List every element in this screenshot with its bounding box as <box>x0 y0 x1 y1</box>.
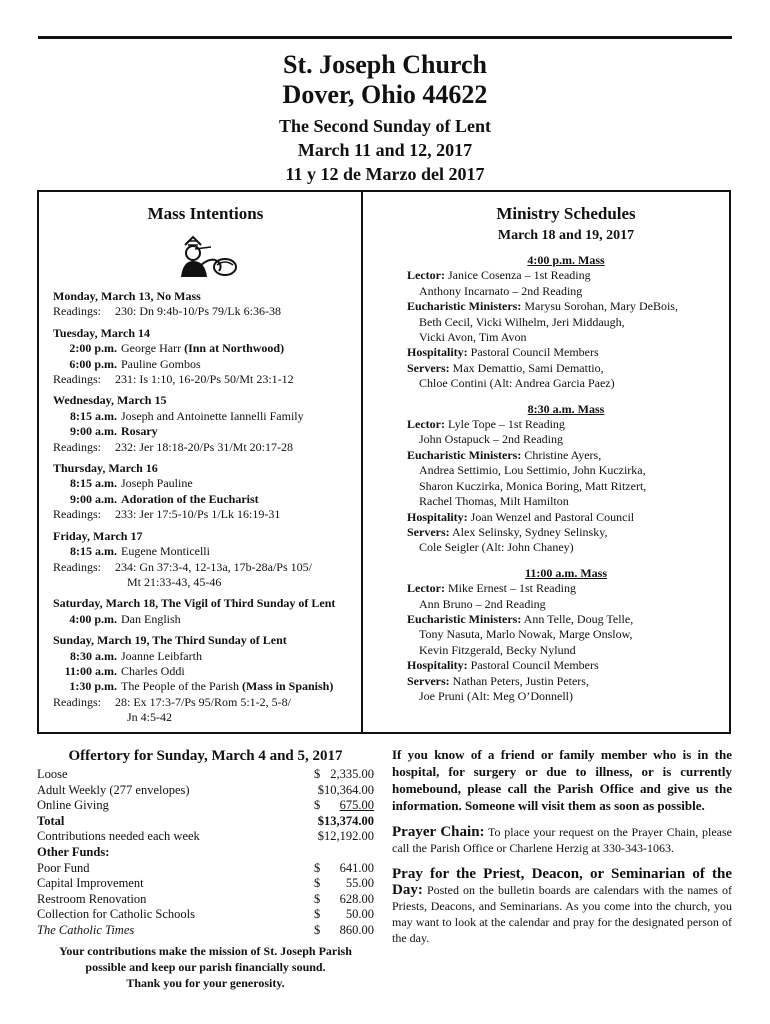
role-label: Servers: <box>407 360 450 375</box>
mass-time: 8:30 a.m. <box>70 648 117 663</box>
ministry-role <box>407 581 725 612</box>
role-label: Hospitality: <box>407 509 468 524</box>
role-names: Kevin Fitzgerald, Becky Nylund <box>419 642 576 657</box>
role-line <box>407 330 725 345</box>
intention-text: Pauline Gombos <box>121 356 201 371</box>
offertory-label: Capital Improvement <box>37 876 144 891</box>
readings-label: Readings: <box>53 439 101 454</box>
role-names: Ann Telle, Doug Telle, <box>523 611 634 626</box>
mass-time: 2:00 p.m. <box>69 341 117 356</box>
intention-name <box>121 476 193 491</box>
role-names: Max Demattio, Sami Demattio, <box>452 360 604 375</box>
church-city: Dover, Ohio 44622 <box>282 80 488 109</box>
ministry-role <box>407 510 725 525</box>
readings-row <box>53 304 358 319</box>
readings-line: 234: Gn 37:3-4, 12-13a, 17b-28a/Ps 105/ <box>115 559 312 574</box>
mass-time: 8:15 a.m. <box>70 544 117 559</box>
offertory-row <box>37 814 374 830</box>
ministry-role <box>407 299 725 345</box>
offertory-amount <box>314 783 374 799</box>
top-rule <box>38 36 732 39</box>
prayer-chain-notice <box>392 824 732 856</box>
role-label: Eucharistic Ministers: <box>407 447 522 462</box>
ministry-role <box>407 417 725 448</box>
intention-name <box>121 664 185 679</box>
intention-name <box>121 544 210 559</box>
role-names: Andrea Settimio, Lou Settimio, John Kuczirka, <box>419 463 646 478</box>
intention-row <box>53 612 358 627</box>
offertory-row <box>37 907 374 923</box>
intention-note: (Inn at Northwood) <box>184 341 285 356</box>
intention-note: Adoration of the Eucharist <box>121 491 259 506</box>
day-heading: Saturday, March 18, The Vigil of Third Sunday of Lent <box>53 596 336 611</box>
day-heading: Thursday, March 16 <box>53 461 158 476</box>
offertory-label: The Catholic Times <box>37 922 135 937</box>
role-line <box>407 689 725 704</box>
role-names: Cole Seigler (Alt: John Chaney) <box>419 540 574 555</box>
intention-name <box>121 679 333 694</box>
role-line <box>407 525 725 540</box>
intention-day <box>53 393 358 455</box>
day-heading: Wednesday, March 15 <box>53 393 167 408</box>
offertory-amount <box>314 861 374 877</box>
readings-line: Mt 21:33-43, 45-46 <box>127 574 222 589</box>
mass-heading: 8:30 a.m. Mass <box>527 401 605 416</box>
day-heading: Friday, March 17 <box>53 528 143 543</box>
amount-value: 55.00 <box>345 876 374 891</box>
intention-day <box>53 326 358 388</box>
mass-time: 1:30 p.m. <box>69 679 117 694</box>
offertory-section <box>37 746 374 991</box>
offertory-table <box>37 767 374 939</box>
currency-sign: $ <box>314 922 321 937</box>
intention-row <box>53 476 358 491</box>
role-names: Vicki Avon, Tim Avon <box>419 330 527 345</box>
intention-row <box>53 341 358 356</box>
intention-name <box>121 492 259 507</box>
readings-row <box>53 560 358 591</box>
offertory-amount <box>314 892 374 908</box>
readings-label: Readings: <box>53 304 101 319</box>
intention-text: Charles Oddi <box>121 663 185 678</box>
readings-line: 231: Is 1:10, 16-20/Ps 50/Mt 23:1-12 <box>115 372 294 387</box>
bulletin-header <box>0 50 770 186</box>
role-line <box>407 674 725 689</box>
role-line <box>407 658 725 673</box>
intention-row <box>53 492 358 507</box>
readings-line: Jn 4:5-42 <box>127 710 172 725</box>
role-line <box>407 627 725 642</box>
amount-value: 628.00 <box>339 891 374 906</box>
role-names: Mike Ernest – 1st Reading <box>447 581 576 596</box>
intention-text: Joseph Pauline <box>121 476 193 491</box>
offertory-row <box>37 783 374 799</box>
ministry-masses <box>407 253 725 704</box>
readings-label: Readings: <box>53 507 101 522</box>
intention-row <box>53 664 358 679</box>
role-names: Pastoral Council Members <box>470 658 599 673</box>
role-names: Sharon Kuczirka, Monica Boring, Matt Ritzert, <box>419 478 647 493</box>
intention-name <box>121 409 304 424</box>
offertory-label: Collection for Catholic Schools <box>37 907 195 922</box>
readings-line: 28: Ex 17:3-7/Ps 95/Rom 5:1-2, 5-8/ <box>115 694 292 709</box>
role-line <box>407 299 725 314</box>
amount-value: $10,364.00 <box>317 782 374 797</box>
intention-day <box>53 633 358 725</box>
role-line <box>407 510 725 525</box>
role-line <box>407 463 725 478</box>
offertory-footer-line: Your contributions make the mission of St. Joseph Parish <box>59 943 352 958</box>
offertory-label: Poor Fund <box>37 860 90 875</box>
role-names: Alex Selinsky, Sydney Selinsky, <box>452 524 608 539</box>
role-line <box>407 448 725 463</box>
readings-label: Readings: <box>53 372 101 387</box>
intention-text: Dan English <box>121 611 181 626</box>
ministry-schedules <box>407 203 725 704</box>
role-line <box>407 612 725 627</box>
amount-value: 675.00 <box>339 798 374 813</box>
offertory-amount <box>314 876 374 892</box>
offertory-amount <box>314 829 374 845</box>
role-label: Servers: <box>407 673 450 688</box>
intention-row <box>53 424 358 439</box>
readings-text <box>115 440 293 455</box>
offertory-row <box>37 876 374 892</box>
role-line <box>407 597 725 612</box>
ministry-role <box>407 345 725 360</box>
amount-value: 50.00 <box>345 907 374 922</box>
offertory-footer-line: Thank you for your generosity. <box>126 975 285 990</box>
column-divider <box>361 190 363 734</box>
readings-row <box>53 440 358 455</box>
intention-day <box>53 529 358 591</box>
role-line <box>407 315 725 330</box>
role-label: Lector: <box>407 417 445 432</box>
intention-name <box>121 649 202 664</box>
intention-row <box>53 649 358 664</box>
readings-text <box>115 372 294 387</box>
dates-spanish: 11 y 12 de Marzo del 2017 <box>285 164 485 184</box>
intention-row <box>53 544 358 559</box>
ministry-title: Ministry Schedules <box>496 204 636 223</box>
role-names: Tony Nasuta, Marlo Nowak, Marge Onslow, <box>419 627 633 642</box>
readings-line: 230: Dn 9:4b-10/Ps 79/Lk 6:36-38 <box>115 304 282 319</box>
ministry-role <box>407 525 725 556</box>
readings-label: Readings: <box>53 694 101 709</box>
role-line <box>407 345 725 360</box>
readings-line: 232: Jer 18:18-20/Ps 31/Mt 20:17-28 <box>115 439 294 454</box>
amount-value: 641.00 <box>339 860 374 875</box>
ministry-date: March 18 and 19, 2017 <box>497 228 635 243</box>
currency-sign: $ <box>314 891 321 906</box>
ministry-role <box>407 658 725 673</box>
role-names: Anthony Incarnato – 2nd Reading <box>419 283 583 298</box>
amount-value: $12,192.00 <box>317 829 374 844</box>
ministry-role <box>407 448 725 510</box>
offertory-row <box>37 798 374 814</box>
currency-sign: $ <box>314 876 321 891</box>
role-names: Ann Bruno – 2nd Reading <box>419 596 546 611</box>
role-line <box>407 417 725 432</box>
mass-time: 11:00 a.m. <box>64 663 117 678</box>
mass-time: 9:00 a.m. <box>70 424 117 439</box>
visit-notice: If you know of a friend or family member who is in the hospital, for surgery or due to illness, or is currently homebound, please call the Parish Office and give us the information. Someone will visit them as soon as possible. <box>392 747 732 813</box>
offertory-row <box>37 767 374 783</box>
day-heading: Sunday, March 19, The Third Sunday of Lent <box>53 633 287 648</box>
offertory-row <box>37 861 374 877</box>
role-line <box>407 494 725 509</box>
role-label: Lector: <box>407 268 445 283</box>
role-line <box>407 643 725 658</box>
offertory-row <box>37 829 374 845</box>
pray-priest-heading: Pray for the Priest, Deacon, or Seminarian of the Day: <box>392 866 732 898</box>
praying-figure-icon <box>171 231 241 279</box>
offertory-row <box>37 923 374 939</box>
intention-row <box>53 409 358 424</box>
mass-intentions <box>53 203 358 726</box>
intention-text: The People of the Parish <box>121 679 242 694</box>
mass-time: 6:00 p.m. <box>69 356 117 371</box>
offertory-title: Offertory for Sunday, March 4 and 5, 2017 <box>68 748 343 764</box>
role-names: Joan Wenzel and Pastoral Council <box>470 509 635 524</box>
intention-text: Eugene Monticelli <box>121 544 210 559</box>
pray-priest-text: Posted on the bulletin boards are calendars with the names of Priests, Deacons, and Seminarians. As you come into the church, you may want to look at the calendar and pray for the designated person of the day. <box>392 883 732 945</box>
prayer-chain-text: To place your request on the Prayer Chain, please call the Parish Office or Charlene Herzig at 330-343-1063. <box>392 825 732 855</box>
intention-text: George Harr <box>121 341 185 356</box>
amount-value: $13,374.00 <box>317 813 374 828</box>
role-label: Servers: <box>407 524 450 539</box>
currency-sign: $ <box>314 860 321 875</box>
offertory-footer-line: possible and keep our parish financially sound. <box>85 959 326 974</box>
intention-name <box>121 612 181 627</box>
intention-day <box>53 461 358 523</box>
mass-time: 8:15 a.m. <box>70 476 117 491</box>
readings-text <box>115 507 280 522</box>
role-line <box>407 268 725 283</box>
intention-text: Joseph and Antoinette Iannelli Family <box>121 408 304 423</box>
role-names: Janice Cosenza – 1st Reading <box>447 268 591 283</box>
readings-row <box>53 507 358 522</box>
dates-english: March 11 and 12, 2017 <box>297 140 473 160</box>
offertory-label: Online Giving <box>37 798 109 813</box>
readings-line: 233: Jer 17:5-10/Ps 1/Lk 16:19-31 <box>115 507 281 522</box>
ministry-role <box>407 674 725 705</box>
intention-day <box>53 596 358 627</box>
offertory-label: Total <box>37 813 65 828</box>
amount-value: 2,335.00 <box>330 767 374 781</box>
pray-priest-notice <box>392 866 732 946</box>
role-label: Hospitality: <box>407 345 468 360</box>
offertory-footer <box>37 943 374 991</box>
mass-heading: 11:00 a.m. Mass <box>525 565 607 580</box>
role-names: Marysu Sorohan, Mary DeBois, <box>524 299 678 314</box>
role-line <box>407 361 725 376</box>
role-line <box>407 432 725 447</box>
ministry-role <box>407 268 725 299</box>
role-line <box>407 540 725 555</box>
ministry-role <box>407 361 725 392</box>
role-label: Eucharistic Ministers: <box>407 611 522 626</box>
offertory-label: Contributions needed each week <box>37 829 200 844</box>
ministry-role <box>407 612 725 658</box>
intention-name <box>121 424 158 439</box>
offertory-amount <box>314 907 374 923</box>
intention-text: Joanne Leibfarth <box>121 648 202 663</box>
day-heading: Monday, March 13, No Mass <box>53 289 201 303</box>
mass-time: 8:15 a.m. <box>70 408 117 423</box>
intention-day <box>53 289 358 320</box>
intention-note: Rosary <box>121 424 158 439</box>
role-names: Pastoral Council Members <box>470 345 599 360</box>
intention-row <box>53 357 358 372</box>
offertory-label: Restroom Renovation <box>37 891 147 906</box>
role-names: Christine Ayers, <box>524 447 602 462</box>
role-label: Hospitality: <box>407 658 468 673</box>
mass-time: 4:00 p.m. <box>69 611 117 626</box>
mass-time: 9:00 a.m. <box>70 491 117 506</box>
mass-heading: 4:00 p.m. Mass <box>527 253 605 267</box>
role-names: Joe Pruni (Alt: Meg O’Donnell) <box>419 688 573 703</box>
day-heading: Tuesday, March 14 <box>53 325 151 340</box>
amount-value: 860.00 <box>339 922 374 937</box>
role-label: Eucharistic Ministers: <box>407 299 522 314</box>
role-label: Lector: <box>407 581 445 596</box>
offertory-amount <box>314 845 374 861</box>
intention-days <box>53 289 358 726</box>
notices <box>392 746 732 946</box>
mass-intentions-title: Mass Intentions <box>147 204 264 223</box>
role-line <box>407 284 725 299</box>
readings-row <box>53 372 358 387</box>
offertory-row <box>37 845 374 861</box>
role-names: Chloe Contini (Alt: Andrea Garcia Paez) <box>419 376 615 391</box>
role-line <box>407 581 725 596</box>
currency-sign: $ <box>314 767 321 781</box>
offertory-amount <box>314 923 374 939</box>
role-names: Beth Cecil, Vicki Wilhelm, Jeri Middaugh, <box>419 314 625 329</box>
readings-label: Readings: <box>53 559 101 574</box>
intention-name <box>121 357 201 372</box>
role-names: Nathan Peters, Justin Peters, <box>452 673 589 688</box>
prayer-chain-heading: Prayer Chain: <box>392 824 485 840</box>
readings-text <box>115 695 291 726</box>
offertory-label: Other Funds: <box>37 844 110 859</box>
currency-sign: $ <box>314 798 321 813</box>
offertory-amount <box>314 798 374 814</box>
readings-row <box>53 695 358 726</box>
offertory-label: Loose <box>37 767 68 781</box>
offertory-row <box>37 892 374 908</box>
role-names: Lyle Tope – 1st Reading <box>447 417 565 432</box>
offertory-amount <box>314 767 374 783</box>
intention-row <box>53 679 358 694</box>
readings-text <box>115 560 312 591</box>
intention-name <box>121 341 284 356</box>
offertory-amount <box>314 814 374 830</box>
role-names: Rachel Thomas, Milt Hamilton <box>419 494 569 509</box>
readings-text <box>115 304 281 319</box>
occasion: The Second Sunday of Lent <box>278 116 492 136</box>
role-line <box>407 479 725 494</box>
role-names: John Ostapuck – 2nd Reading <box>419 432 563 447</box>
church-name: St. Joseph Church <box>283 50 487 79</box>
role-line <box>407 376 725 391</box>
offertory-label: Adult Weekly (277 envelopes) <box>37 782 190 797</box>
currency-sign: $ <box>314 907 321 922</box>
intention-note: (Mass in Spanish) <box>241 679 334 694</box>
